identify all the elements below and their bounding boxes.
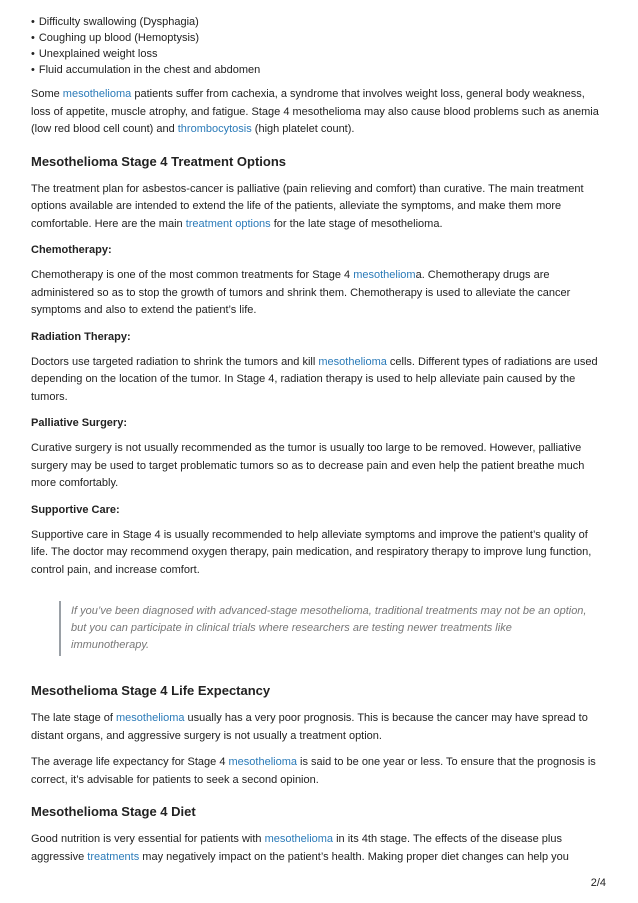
radiation-heading: Radiation Therapy: xyxy=(31,330,131,343)
list-item: • Fluid accumulation in the chest and abdomen xyxy=(31,62,607,78)
text-span: Good nutrition is very essential for patients with xyxy=(31,833,265,845)
mesothelioma-link[interactable]: mesothelioma xyxy=(62,88,132,100)
document-page xyxy=(31,14,607,875)
radiation-paragraph xyxy=(31,354,607,407)
chemotherapy-paragraph xyxy=(31,267,607,320)
surgery-heading: Palliative Surgery: xyxy=(31,417,127,429)
text-span: patients suffer from cachexia, a syndrome that involves weight loss, general body weakness, loss of appetite, muscle atrophy, and fatigue. Stage 4 mesothelioma may also cause blood problems such as anemia (low red blood cell count) and xyxy=(31,88,599,135)
treatment-options-link[interactable]: treatment options xyxy=(185,217,271,230)
surgery-paragraph: Curative surgery is not usually recommended as the tumor is usually too large to be removed. However, palliative surgery may be used to target problematic tumors so as to decrease pain and even help the patient breathe much more comfortably. xyxy=(31,442,585,489)
text-span: a. Chemotherapy drugs are administered so as to stop the growth of tumors and shrink them. Chemotherapy is used to alleviate the cancer symptoms and also to extend the patient’s life. xyxy=(31,269,571,316)
text-span: in its 4th stage. The effects of the disease plus aggressive xyxy=(31,833,562,863)
text-span: cells. Different types of radiations are used depending on the location of the tumor. In Stage 4, radiation therapy is used to help alleviate pain caused by the tumors. xyxy=(31,355,598,403)
symptom-list xyxy=(31,14,607,78)
blockquote xyxy=(59,601,607,656)
diet-heading: Mesothelioma Stage 4 Diet xyxy=(31,804,196,819)
text-span: is said to be one year or less. To ensure that the prognosis is correct, it’s advisable for patients to seek a second opinion. xyxy=(31,756,596,786)
text-span: Some xyxy=(31,88,63,100)
text-span: may negatively impact on the patient’s health. Making proper diet changes can help you xyxy=(139,850,569,863)
life-expectancy-paragraph-2 xyxy=(31,754,607,789)
text-span: The average life expectancy for Stage 4 xyxy=(31,756,229,768)
text-span: usually has a very poor prognosis. This is because the cancer may have spread to distant organs, and aggressive surgery is not usually a treatment option. xyxy=(31,712,588,742)
intro-paragraph xyxy=(31,86,607,139)
text-span: Chemotherapy is one of the most common treatments for Stage 4 xyxy=(31,269,354,281)
treatment-paragraph xyxy=(31,181,607,234)
life-expectancy-heading: Mesothelioma Stage 4 Life Expectancy xyxy=(31,683,271,698)
text-span: for the late stage of mesothelioma. xyxy=(270,217,443,230)
chemotherapy-heading: Chemotherapy: xyxy=(31,244,112,256)
page-number: 2/4 xyxy=(590,877,606,889)
text-span: Doctors use targeted radiation to shrink the tumors and kill xyxy=(31,355,319,368)
treatments-link[interactable]: treatments xyxy=(87,850,140,863)
text-span: (high platelet count). xyxy=(251,123,355,135)
quote-text: If you’ve been diagnosed with advanced-stage mesothelioma, traditional treatments may not be an option, but you can participate in clinical trials where researchers are testing newer treatments like immunotherapy. xyxy=(71,605,587,651)
treatment-heading: Mesothelioma Stage 4 Treatment Options xyxy=(31,153,286,169)
list-item: • Difficulty swallowing (Dysphagia) xyxy=(31,14,607,30)
mesothelioma-link[interactable]: mesothelioma xyxy=(264,833,334,845)
supportive-care-heading: Supportive Care: xyxy=(31,503,120,516)
diet-paragraph xyxy=(31,831,607,866)
text-span: The late stage of xyxy=(31,712,116,724)
thrombocytosis-link[interactable]: thrombocytosis xyxy=(177,123,252,135)
life-expectancy-paragraph-1 xyxy=(31,710,607,745)
mesothelioma-link[interactable]: mesotheliom xyxy=(353,269,416,281)
list-item: • Unexplained weight loss xyxy=(31,46,607,62)
mesothelioma-link[interactable]: mesothelioma xyxy=(318,355,387,368)
text-span: The treatment plan for asbestos-cancer is palliative (pain relieving and comfort) than curative. The main treatment options available are intended to extend the life of the patients, alleviate the symptoms, and make them more comfortable. Here are the main xyxy=(31,182,584,230)
list-item: • Coughing up blood (Hemoptysis) xyxy=(31,30,607,46)
mesothelioma-link[interactable]: mesothelioma xyxy=(116,712,185,724)
supportive-care-paragraph: Supportive care in Stage 4 is usually recommended to help alleviate symptoms and improve the patient’s quality of life. The doctor may recommend oxygen therapy, pain medication, and respiratory therapy to improve lung function, control pain, and increase comfort. xyxy=(31,528,592,576)
mesothelioma-link[interactable]: mesothelioma xyxy=(228,756,297,768)
